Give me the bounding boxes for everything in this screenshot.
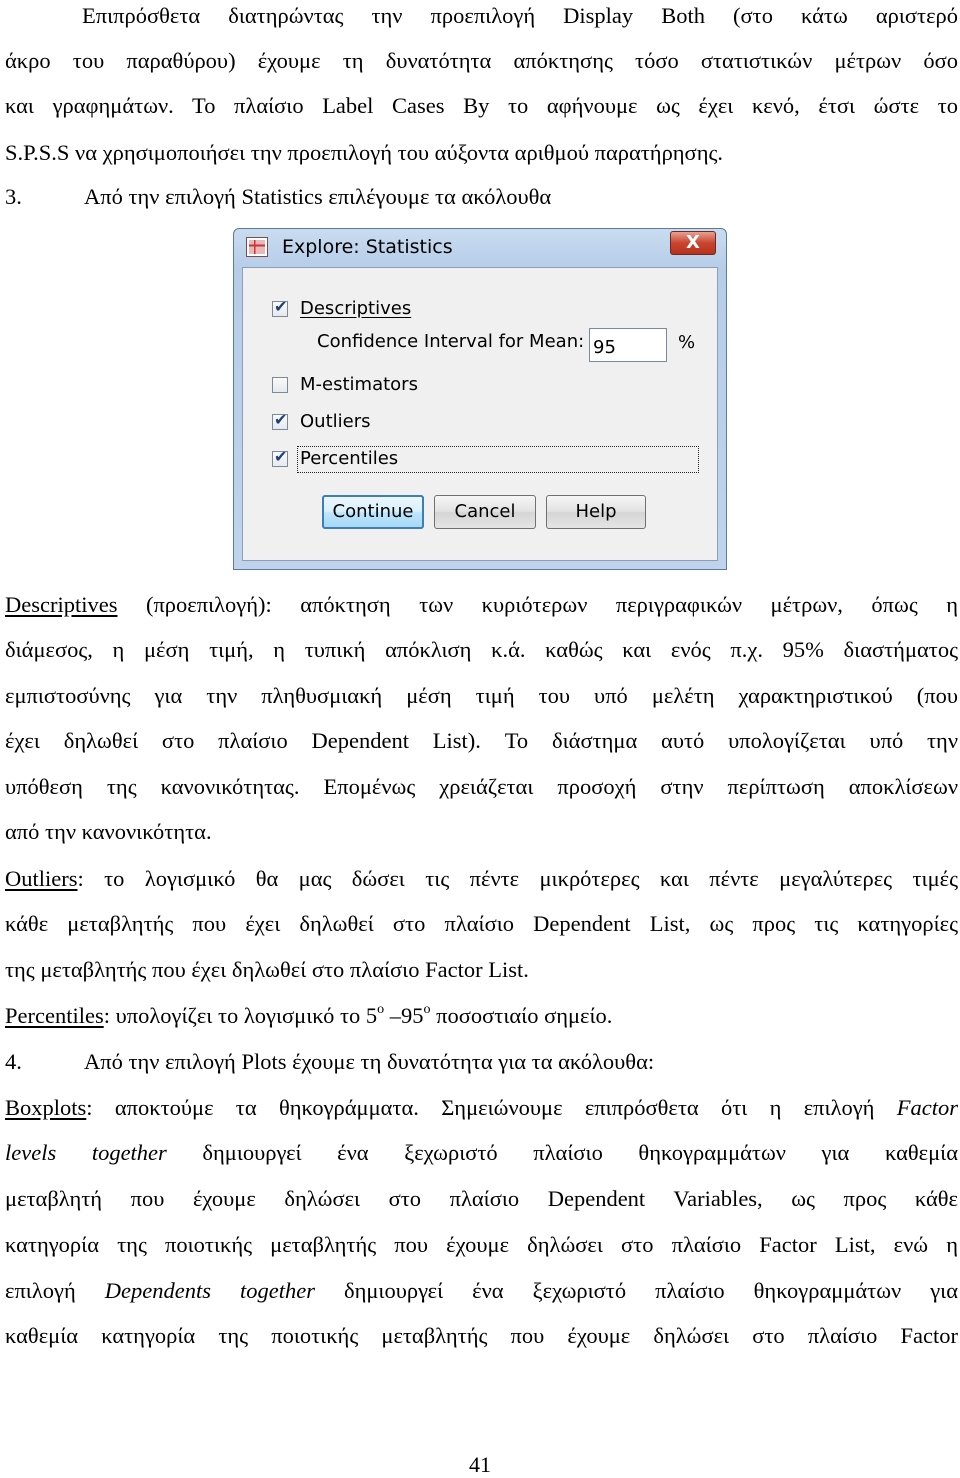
descriptives-label: Descriptives <box>300 298 412 319</box>
boxplots-line-5: επιλογή Dependents together δημιουργεί ένα ξεχωριστό πλαίσιο θηκογραμμάτων για <box>5 1278 958 1303</box>
dialog-title: Explore: Statistics <box>282 236 453 258</box>
outliers-label: Outliers <box>300 411 371 432</box>
confidence-input[interactable]: 95 <box>589 328 667 362</box>
help-button[interactable]: Help <box>546 495 646 529</box>
descriptives-line-4: έχει δηλωθεί στο πλαίσιο Dependent List). Το διάστημα αυτό υπολογίζεται υπό την <box>5 728 958 753</box>
percent-sign: % <box>678 332 696 353</box>
boxplots-line-1: Boxplots: αποκτούμε τα θηκογράμματα. Σημειώνουμε επιπρόσθετα ότι η επιλογή Factor <box>5 1095 958 1120</box>
step-3 <box>5 182 958 212</box>
explore-statistics-dialog <box>233 228 727 570</box>
intro-line-4: S.P.S.S να χρησιμοποιήσει την προεπιλογή του αύξοντα αριθμού παρατήρησης. <box>5 140 723 165</box>
cancel-button[interactable]: Cancel <box>434 495 536 529</box>
step-4-text: Από την επιλογή Plots έχουμε τη δυνατότητα για τα ακόλουθα: <box>84 1049 655 1074</box>
intro-line-1: Επιπρόσθετα διατηρώντας την προεπιλογή Display Both (στο κάτω αριστερό <box>82 3 958 28</box>
m-estimators-checkbox[interactable] <box>272 377 288 393</box>
descriptives-line-2: διάμεσος, η μέση τιμή, η τυπική απόκλιση κ.ά. καθώς και ενός π.χ. 95% διαστήματος <box>5 637 958 662</box>
outliers-line-2: κάθε μεταβλητής που έχει δηλωθεί στο πλαίσιο Dependent List, ως προς τις κατηγορίες <box>5 911 958 936</box>
intro-line-3: και γραφημάτων. Το πλαίσιο Label Cases By το αφήνουμε ως έχει κενό, έτσι ώστε το <box>5 93 958 118</box>
descriptives-line-3: εμπιστοσύνης για την πληθυσμιακή μέση τιμή του υπό μελέτη χαρακτηριστικού (που <box>5 683 958 708</box>
percentiles-label: Percentiles <box>300 448 399 469</box>
descriptives-checkbox[interactable] <box>272 301 288 317</box>
outliers-line-1: Outliers: το λογισμικό θα μας δώσει τις πέντε μικρότερες και πέντε μεγαλύτερες τιμές <box>5 866 958 891</box>
intro-line-2: άκρο του παραθύρου) έχουμε τη δυνατότητα απόκτησης τόσο στατιστικών μέτρων όσο <box>5 48 958 73</box>
boxplots-line-2: levels together δημιουργεί ένα ξεχωριστό πλαίσιο θηκογραμμάτων για καθεμία <box>5 1140 959 1165</box>
confidence-label: Confidence Interval for Mean: <box>317 331 585 352</box>
percentiles-line: Percentiles: υπολογίζει το λογισμικό το $5^o$ $-95^o$ ποσοστιαίο σημείο. <box>5 1002 613 1028</box>
page-number: 41 <box>469 1452 491 1477</box>
outliers-line-3: της μεταβλητής που έχει δηλωθεί στο πλαίσιο Factor List. <box>5 957 529 982</box>
continue-button[interactable]: Continue <box>322 495 424 529</box>
descriptives-line-6: από την κανονικότητα. <box>5 819 212 844</box>
boxplots-line-6: καθεμία κατηγορία της ποιοτικής μεταβλητής που έχουμε δηλώσει στο πλαίσιο Factor <box>5 1323 958 1348</box>
outliers-term: Outliers <box>5 866 78 891</box>
percentiles-term: Percentiles <box>5 1003 104 1028</box>
outliers-checkbox[interactable] <box>272 414 288 430</box>
descriptives-line-5: υπόθεση της κανονικότητας. Επομένως χρειάζεται προσοχή στην περίπτωση αποκλίσεων <box>5 774 958 799</box>
m-estimators-label: M-estimators <box>300 374 418 395</box>
dialog-body <box>242 267 718 561</box>
spss-table-icon <box>246 237 268 257</box>
boxplots-line-4: κατηγορία της ποιοτικής μεταβλητής που έχουμε δηλώσει στο πλαίσιο Factor List, ενώ η <box>5 1232 958 1257</box>
dialog-titlebar <box>234 229 726 265</box>
descriptives-term: Descriptives <box>5 592 118 617</box>
boxplots-term: Boxplots <box>5 1095 87 1120</box>
close-button[interactable]: X <box>670 231 716 255</box>
step-4 <box>5 1047 958 1077</box>
step-3-number: 3. <box>5 184 22 209</box>
percentiles-checkbox[interactable] <box>272 451 288 467</box>
boxplots-line-3: μεταβλητή που έχουμε δηλώσει στο πλαίσιο Dependent Variables, ως προς κάθε <box>5 1186 958 1211</box>
step-4-number: 4. <box>5 1049 22 1074</box>
descriptives-line-1: Descriptives (προεπιλογή): απόκτηση των κυριότερων περιγραφικών μέτρων, όπως η <box>5 592 958 617</box>
step-3-text: Από την επιλογή Statistics επιλέγουμε τα ακόλουθα <box>84 184 552 209</box>
